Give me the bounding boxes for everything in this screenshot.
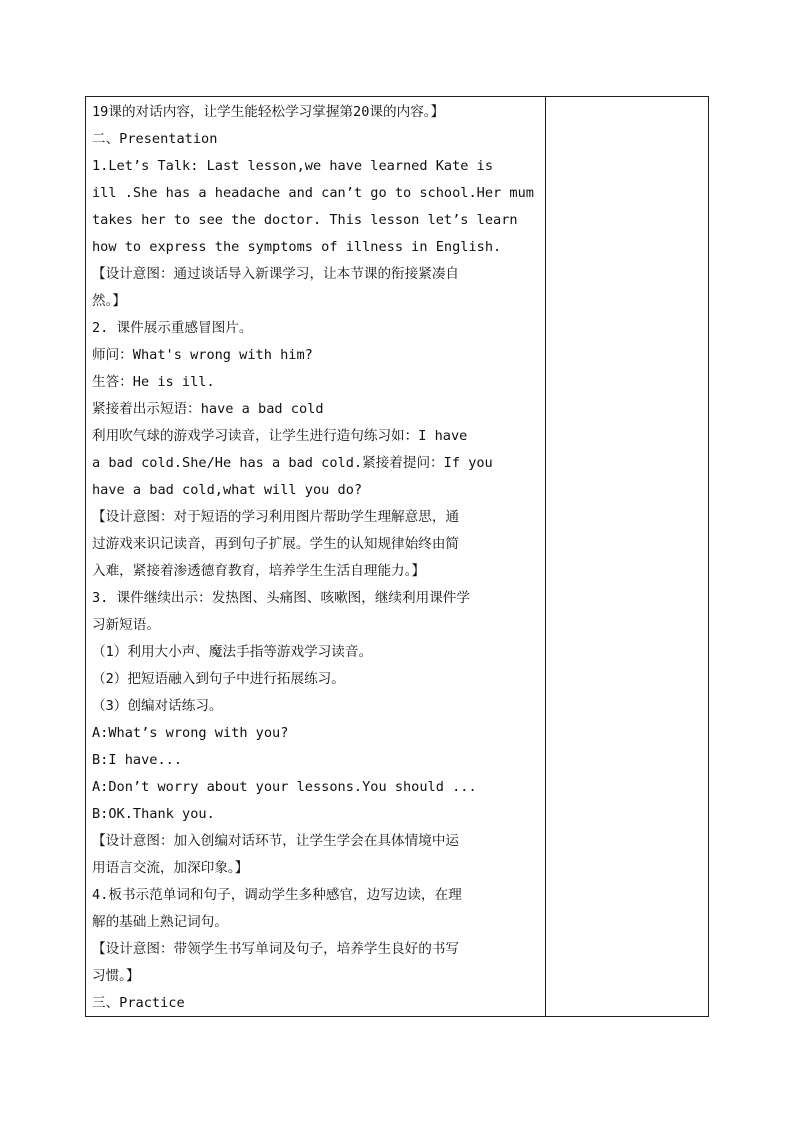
- text-line: 用语言交流，加深印象。】: [92, 860, 249, 876]
- text-line: 二、Presentation: [92, 131, 218, 147]
- text-line: a bad cold.She/He has a bad cold.紧接着提问：If you: [92, 455, 493, 471]
- text-line: 三、Practice: [92, 995, 185, 1011]
- lesson-plan-table: [85, 96, 709, 1017]
- text-line: takes her to see the doctor. This lesson let’s learn: [92, 212, 518, 228]
- notes-cell: [546, 97, 708, 1016]
- text-line: ill .She has a headache and can’t go to school.Her mum: [92, 185, 534, 201]
- text-line: （3）创编对话练习。: [92, 698, 223, 714]
- text-line: （1）利用大小声、魔法手指等游戏学习读音。: [92, 644, 373, 660]
- text-line: 习惯。】: [92, 968, 140, 984]
- text-line: 解的基础上熟记词句。: [92, 914, 228, 930]
- lesson-content-cell: [86, 97, 546, 1016]
- text-line: B:OK.Thank you.: [92, 806, 215, 822]
- text-line: 生答：He is ill.: [92, 374, 215, 390]
- text-line: 习新短语。: [92, 617, 160, 633]
- text-line: A:What’s wrong with you?: [92, 725, 289, 741]
- text-line: how to express the symptoms of illness in English.: [92, 239, 502, 255]
- text-line: 【设计意图：加入创编对话环节，让学生学会在具体情境中运: [92, 833, 460, 849]
- text-line: 过游戏来识记读音，再到句子扩展。学生的认知规律始终由简: [92, 536, 460, 552]
- text-line: 【设计意图：对于短语的学习利用图片帮助学生理解意思，通: [92, 509, 460, 525]
- text-line: 紧接着出示短语：have a bad cold: [92, 401, 324, 417]
- text-line: 4.板书示范单词和句子，调动学生多种感官，边写边读，在理: [92, 887, 462, 903]
- text-line: B:I have...: [92, 752, 183, 768]
- text-line: have a bad cold,what will you do?: [92, 482, 363, 498]
- text-line: 3. 课件继续出示：发热图、头痛图、咳嗽图，继续利用课件学: [92, 590, 470, 606]
- text-line: 入难，紧接着渗透德育教育，培养学生生活自理能力。】: [92, 563, 426, 579]
- text-line: 1.Let’s Talk: Last lesson,we have learned Kate is: [92, 158, 494, 174]
- text-line: 2. 课件展示重感冒图片。: [92, 320, 253, 336]
- text-line: 利用吹气球的游戏学习读音，让学生进行造句练习如：I have: [92, 428, 468, 444]
- text-line: A:Don’t worry about your lessons.You should ...: [92, 779, 477, 795]
- text-line: 19课的对话内容，让学生能轻松学习掌握第20课的内容。】: [92, 104, 445, 120]
- text-line: 【设计意图：通过谈话导入新课学习，让本节课的衔接紧凑自: [92, 266, 460, 282]
- text-line: 师问：What's wrong with him?: [92, 347, 313, 363]
- text-line: （2）把短语融入到句子中进行拓展练习。: [92, 671, 345, 687]
- text-line: 然。】: [92, 293, 126, 309]
- text-line: 【设计意图：带领学生书写单词及句子，培养学生良好的书写: [92, 941, 460, 957]
